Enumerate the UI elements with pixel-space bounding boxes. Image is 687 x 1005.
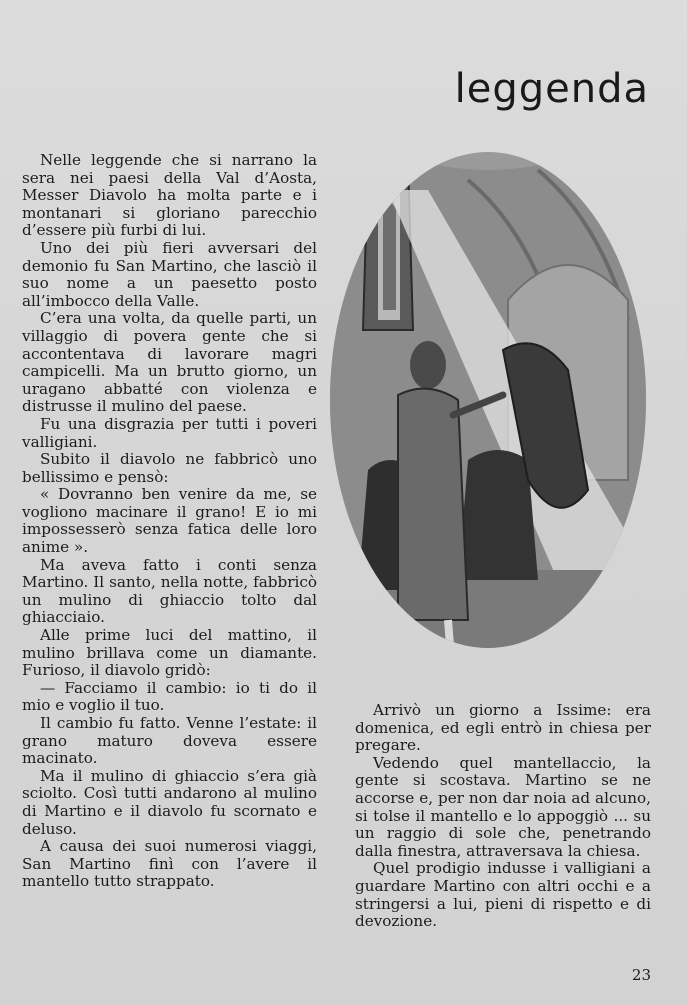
paragraph: — Facciamo il cambio: io ti do il mio e voglio il tuo. [22, 678, 317, 715]
left-text-column [22, 152, 317, 891]
church-floor [328, 570, 648, 650]
right-text-column [355, 702, 651, 931]
paragraph: Fu una disgrazia per tutti i poveri valligiani. [22, 414, 317, 451]
paragraph: A causa dei suoi numerosi viaggi, San Martino finì con l’avere il mantello tutto strappato. [22, 837, 317, 891]
paragraph: Il cambio fu fatto. Venne l’estate: il grano maturo doveva essere macinato. [22, 714, 317, 768]
paragraph: Alle prime luci del mattino, il mulino brillava come un diamante. Furioso, il diavolo gridò: [22, 626, 317, 680]
paragraph: Subito il diavolo ne fabbricò uno bellissimo e pensò: [22, 450, 317, 486]
paragraph: Vedendo quel mantellaccio, la gente si scostava. Martino se ne accorse e, per non dar noia ad alcuno, si tolse il mantello e lo appoggiò ... su un raggio di sole che, penetrando dalla finestra, attraversava la chiesa. [355, 753, 651, 860]
saint-figure [398, 389, 468, 620]
saint-in-church-illustration [328, 150, 648, 650]
page-number: 23 [631, 966, 651, 984]
paragraph: Quel prodigio indusse i valligiani a guardare Martino con altri occhi e a stringersi a lui, pieni di rispetto e di devozione. [355, 859, 651, 931]
paragraph: Nelle leggende che si narrano la sera nei paesi della Val d’Aosta, Messer Diavolo ha molta parte e i montanari si gloriano parecchio d’essere più furbi di lui. [22, 151, 317, 240]
paragraph: « Dovranno ben venire da me, se vogliono macinare il grano! E io mi impossesserò senza fatica delle loro anime ». [22, 485, 317, 557]
paragraph: C’era una volta, da quelle parti, un villaggio di povera gente che si accontentava di lavorare magri campicelli. Ma un brutto giorno, un uragano abbatté con violenza e distrusse il mulino del paese. [22, 309, 317, 416]
page-title: leggenda [454, 66, 649, 112]
paragraph: Uno dei più fieri avversari del demonio fu San Martino, che lasciò il suo nome a un paesetto posto all’imbocco della Valle. [22, 238, 317, 310]
paragraph: Arrivò un giorno a Issime: era domenica, ed egli entrò in chiesa per pregare. [355, 701, 651, 755]
paragraph: Ma il mulino di ghiaccio s’era già sciolto. Così tutti andarono al mulino di Martino e il diavolo fu scornato e deluso. [22, 766, 317, 838]
paragraph: Ma aveva fatto i conti senza Martino. Il santo, nella notte, fabbricò un mulino di ghiaccio tolto dal ghiacciaio. [22, 555, 317, 627]
saint-head [410, 341, 446, 389]
